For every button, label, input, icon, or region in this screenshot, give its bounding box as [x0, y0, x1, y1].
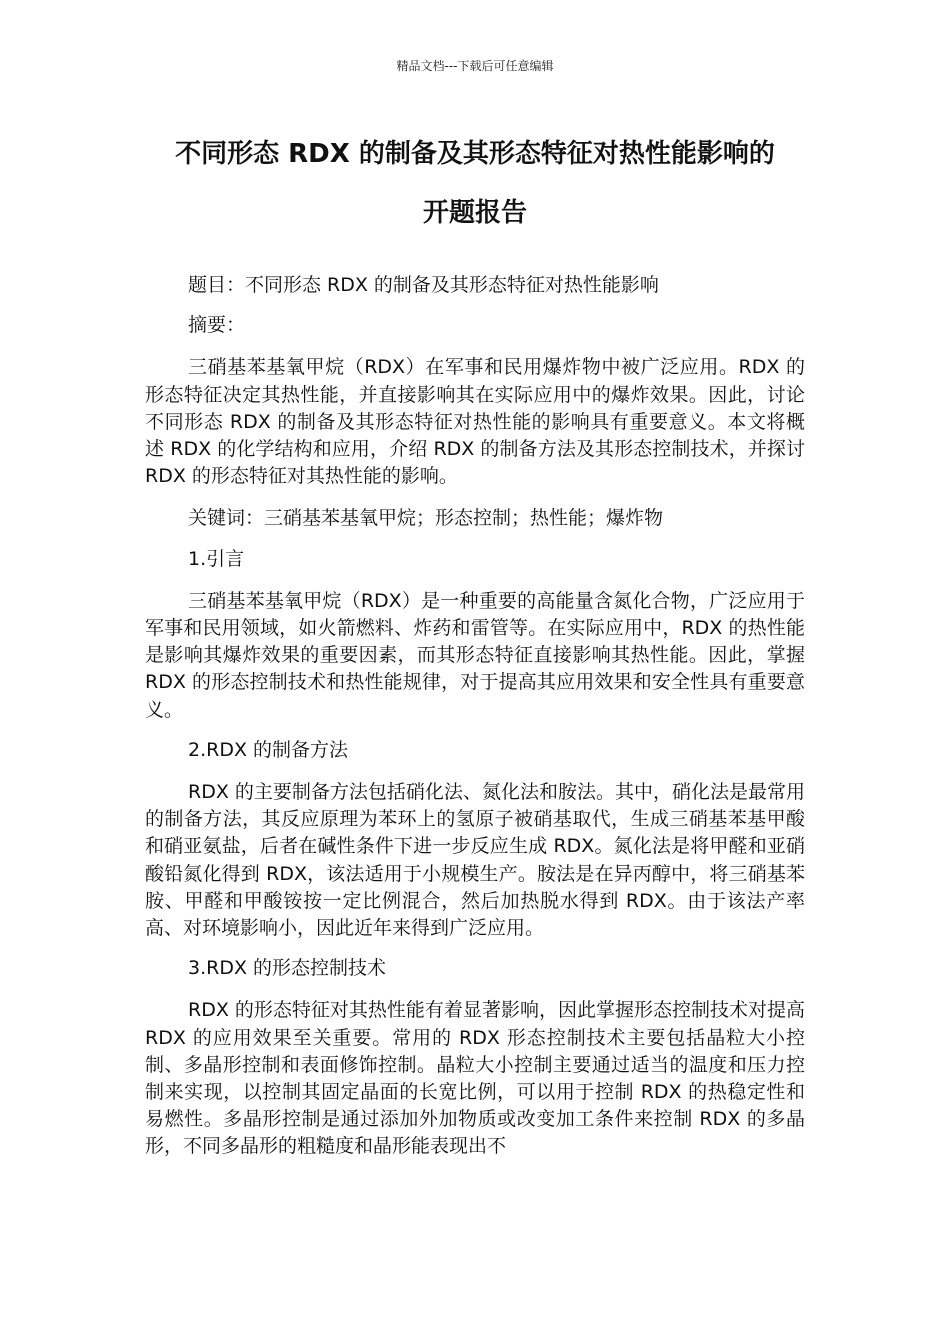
page-header: 精品文档---下载后可任意编辑 — [396, 59, 554, 73]
topic-line: 题目：不同形态 RDX 的制备及其形态特征对热性能影响 — [188, 274, 659, 296]
section-1-heading: 1.引言 — [188, 547, 245, 570]
section-3-paragraph: RDX 的形态特征对其热性能有着显著影响，因此掌握形态控制技术对提高 RDX 的应用效果至关重要。常用的 RDX 形态控制技术主要包括晶粒大小控制、多晶形控制和表面修饰控制。晶粒大小控制主要通过适当的温度和压力控制来实现，以控制其固定晶面的长宽比例，可以用于控制 RDX 的热稳定性和易燃性。多晶形控制是通过添加外加物质或改变加工条件来控制 RDX 的多晶形，不同多晶形的粗糙度和晶形能表现出不 — [145, 999, 805, 1158]
document-title-line-1: 不同形态 RDX 的制备及其形态特征对热性能影响的 — [175, 139, 775, 169]
section-3-heading: 3.RDX 的形态控制技术 — [188, 957, 387, 980]
document-title-line-2: 开题报告 — [422, 198, 527, 228]
section-2-paragraph: RDX 的主要制备方法包括硝化法、氮化法和胺法。其中，硝化法是最常用的制备方法，其反应原理为苯环上的氢原子被硝基取代，生成三硝基苯基甲酸和硝亚氨盐，后者在碱性条件下进一步反应生成 RDX。氮化法是将甲醛和亚硝酸铅氮化得到 RDX，该法适用于小规模生产。胺法是在异丙醇中，将三硝基苯胺、甲醛和甲酸铵按一定比例混合，然后加热脱水得到 RDX。由于该法产率高、对环境影响小，因此近年来得到广泛应用。 — [145, 781, 805, 940]
abstract-label: 摘要： — [188, 314, 246, 337]
section-1-paragraph: 三硝基苯基氧甲烷（RDX）是一种重要的高能量含氮化合物，广泛应用于军事和民用领域，如火箭燃料、炸药和雷管等。在实际应用中，RDX 的热性能是影响其爆炸效果的重要因素，而其形态特征直接影响其热性能。因此，掌握 RDX 的形态控制技术和热性能规律，对于提高其应用效果和安全性具有重要意义。 — [145, 589, 805, 721]
abstract-paragraph: 三硝基苯基氧甲烷（RDX）在军事和民用爆炸物中被广泛应用。RDX 的形态特征决定其热性能，并直接影响其在实际应用中的爆炸效果。因此，讨论不同形态 RDX 的制备及其形态特征对热性能的影响具有重要意义。本文将概述 RDX 的化学结构和应用，介绍 RDX 的制备方法及其形态控制技术，并探讨 RDX 的形态特征对其热性能的影响。 — [145, 356, 805, 488]
section-2-heading: 2.RDX 的制备方法 — [188, 738, 349, 761]
document-body — [145, 272, 805, 1161]
keywords-line: 关键词：三硝基苯基氧甲烷；形态控制；热性能；爆炸物 — [188, 507, 664, 530]
